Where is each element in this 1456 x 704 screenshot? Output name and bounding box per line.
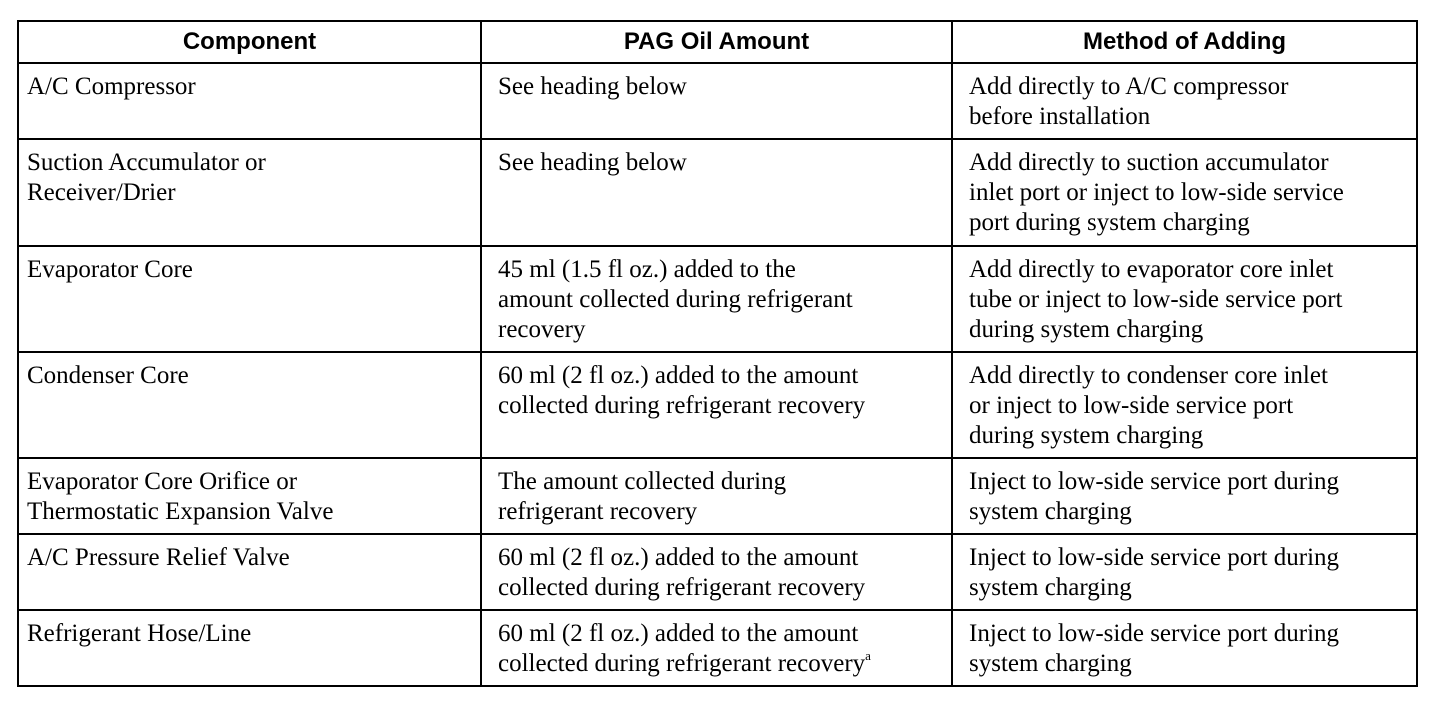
table-row (18, 610, 1417, 686)
method-cell: Add directly to evaporator core inlet tube or inject to low-side service port during system charging (952, 246, 1417, 352)
method-cell: Add directly to suction accumulator inlet port or inject to low-side service port during system charging (952, 139, 1417, 246)
pag-oil-table (17, 20, 1418, 687)
method-cell: Add directly to A/C compressor before installation (952, 63, 1417, 139)
component-cell: A/C Compressor (18, 63, 481, 139)
amount-cell: 60 ml (2 fl oz.) added to the amount collected during refrigerant recovery (481, 352, 952, 458)
amount-cell: See heading below (481, 63, 952, 139)
component-cell: Evaporator Core Orifice or Thermostatic Expansion Valve (18, 458, 481, 534)
method-cell: Add directly to condenser core inlet or inject to low-side service port during system charging (952, 352, 1417, 458)
amount-text: 60 ml (2 fl oz.) added to the amount collected during refrigerant recovery (498, 620, 866, 677)
amount-cell (481, 610, 952, 686)
table-row (18, 352, 1417, 458)
component-cell: Evaporator Core (18, 246, 481, 352)
table-row (18, 139, 1417, 246)
table-body (18, 63, 1417, 686)
component-cell: Refrigerant Hose/Line (18, 610, 481, 686)
amount-cell: See heading below (481, 139, 952, 246)
component-cell: Condenser Core (18, 352, 481, 458)
table-row (18, 458, 1417, 534)
method-cell: Inject to low-side service port during system charging (952, 534, 1417, 610)
footnote-marker: a (865, 648, 871, 663)
header-row (18, 21, 1417, 63)
component-cell: Suction Accumulator or Receiver/Drier (18, 139, 481, 246)
header-component: Component (18, 21, 481, 63)
table-row (18, 534, 1417, 610)
amount-cell: 60 ml (2 fl oz.) added to the amount collected during refrigerant recovery (481, 534, 952, 610)
method-cell: Inject to low-side service port during system charging (952, 458, 1417, 534)
header-method-of-adding: Method of Adding (952, 21, 1417, 63)
component-cell: A/C Pressure Relief Valve (18, 534, 481, 610)
table-row (18, 246, 1417, 352)
amount-cell: 45 ml (1.5 fl oz.) added to the amount collected during refrigerant recovery (481, 246, 952, 352)
method-cell: Inject to low-side service port during system charging (952, 610, 1417, 686)
table-row (18, 63, 1417, 139)
table-header (18, 21, 1417, 63)
amount-cell: The amount collected during refrigerant recovery (481, 458, 952, 534)
header-pag-oil-amount: PAG Oil Amount (481, 21, 952, 63)
